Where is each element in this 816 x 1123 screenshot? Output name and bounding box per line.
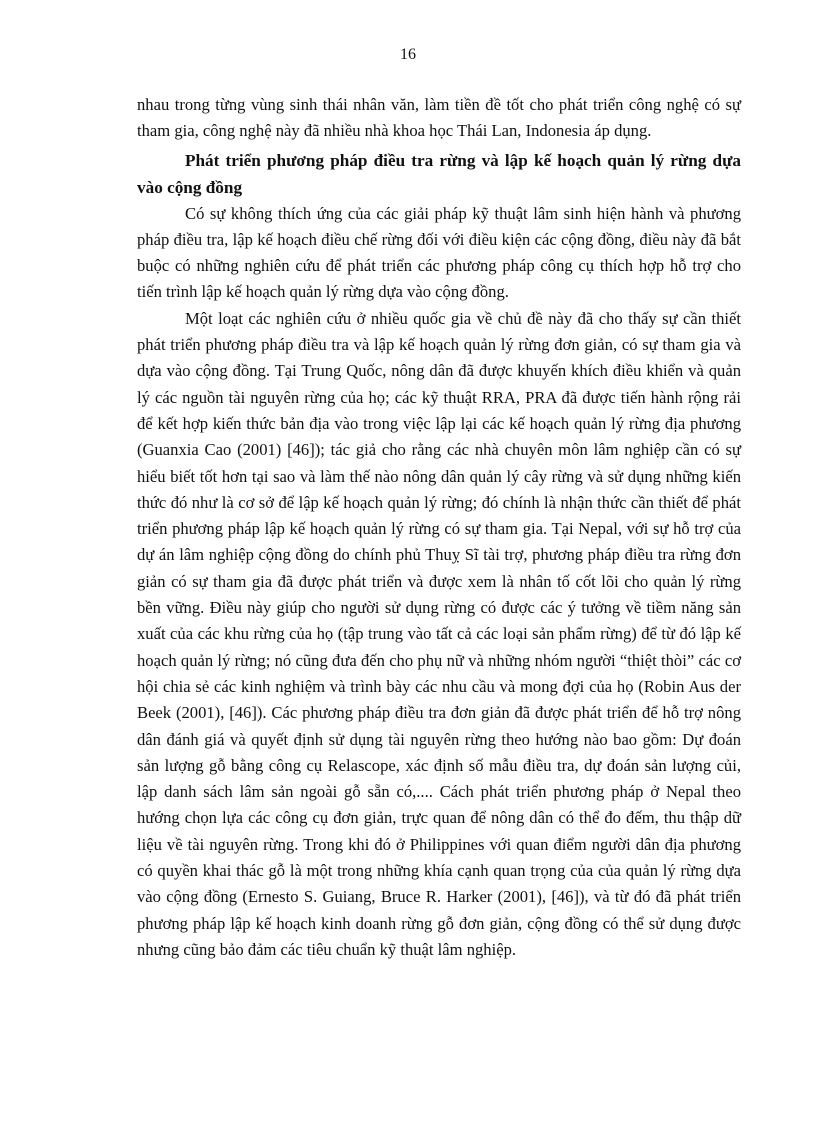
section-heading: Phát triển phương pháp điều tra rừng và lập kế hoạch quản lý rừng dựa vào cộng đồng [137,150,741,197]
page-number: 16 [400,46,416,63]
paragraph-2: Một loạt các nghiên cứu ở nhiều quốc gia về chủ đề này đã cho thấy sự cần thiết phát triển phương pháp điều tra và lập kế hoạch quản lý rừng đơn giản, có sự tham gia và dựa vào cộng đồng. Tại Trung Quốc, nông dân đã được khuyến khích điều khiển và quản lý các nguồn tài nguyên rừng của họ; các kỹ thuật RRA, PRA đã được tiến hành rộng rải để kết hợp kiến thức bản địa vào trong việc lập lại các kế hoạch quản lý rừng địa phương (Guanxia Cao (2001) [46]); tác giả cho rằng các nhà chuyên môn lâm nghiệp cần có sự hiểu biết tốt hơn tại sao và làm thế nào nông dân quản lý cây rừng và sử dụng những kiến thức đó như là cơ sở để lập kế hoạch quản lý rừng; đó chính là nhận thức cần thiết để phát triển phương pháp lập kế hoạch quản lý rừng có sự tham gia. Tại Nepal, với sự hỗ trợ của dự án lâm nghiệp cộng đồng do chính phủ Thuỵ Sĩ tài trợ, phương pháp điều tra rừng đơn giản có sự tham gia đã được phát triển và được xem là nhân tố cốt lõi cho quản lý rừng bền vững. Điều này giúp cho người sử dụng rừng có được các ý tưởng về tiềm năng sản xuất của các khu rừng của họ (tập trung vào tất cả các loại sản phẩm rừng) để từ đó lập kế hoạch quản lý rừng; nó cũng đưa đến cho phụ nữ và những nhóm người “thiệt thòi” các cơ hội chia sẻ các kinh nghiệm và trình bày các nhu cầu và mong đợi của họ (Robin Aus der Beek (2001), [46]). Các phương pháp điều tra đơn giản đã được phát triển để hỗ trợ nông dân đánh giá và quyết định sử dụng tài nguyên rừng theo hướng nào bao gồm: Dự đoán sản lượng gỗ bằng công cụ Relascope, xác định số mẫu điều tra, dự đoán sản lượng củi, lập danh sách lâm sản ngoài gỗ sẵn có,.... Cách phát triển phương pháp ở Nepal theo hướng chọn lựa các công cụ đơn giản, trực quan để nông dân có thể đo đếm, thu thập dữ liệu về tài nguyên rừng. Trong khi đó ở Philippines với quan điểm người dân địa phương có quyền khai thác gỗ là một trong những khía cạnh quan trọng của của quản lý rừng dựa vào cộng đồng (Ernesto S. Guiang, Bruce R. Harker (2001), [46]), và từ đó đã phát triển phương pháp lập kế hoạch kinh doanh rừng gỗ đơn giản, cộng đồng có thể sử dụng được nhưng cũng bảo đảm các tiêu chuẩn kỹ thuật lâm nghiệp. [137,308,741,959]
document-body [137,92,741,963]
continuation-paragraph: nhau trong từng vùng sinh thái nhân văn, làm tiền đề tốt cho phát triển công nghệ có sự tham gia, công nghệ này đã nhiều nhà khoa học Thái Lan, Indonesia áp dụng. [137,95,741,141]
paragraph-1: Có sự không thích ứng của các giải pháp kỹ thuật lâm sinh hiện hành và phương pháp điều tra, lập kế hoạch điều chế rừng đối với điều kiện các cộng đồng, điều này đã bắt buộc có những nghiên cứu để phát triển các phương pháp công cụ thích hợp hỗ trợ cho tiến trình lập kế hoạch quản lý rừng dựa vào cộng đồng. [137,203,741,302]
